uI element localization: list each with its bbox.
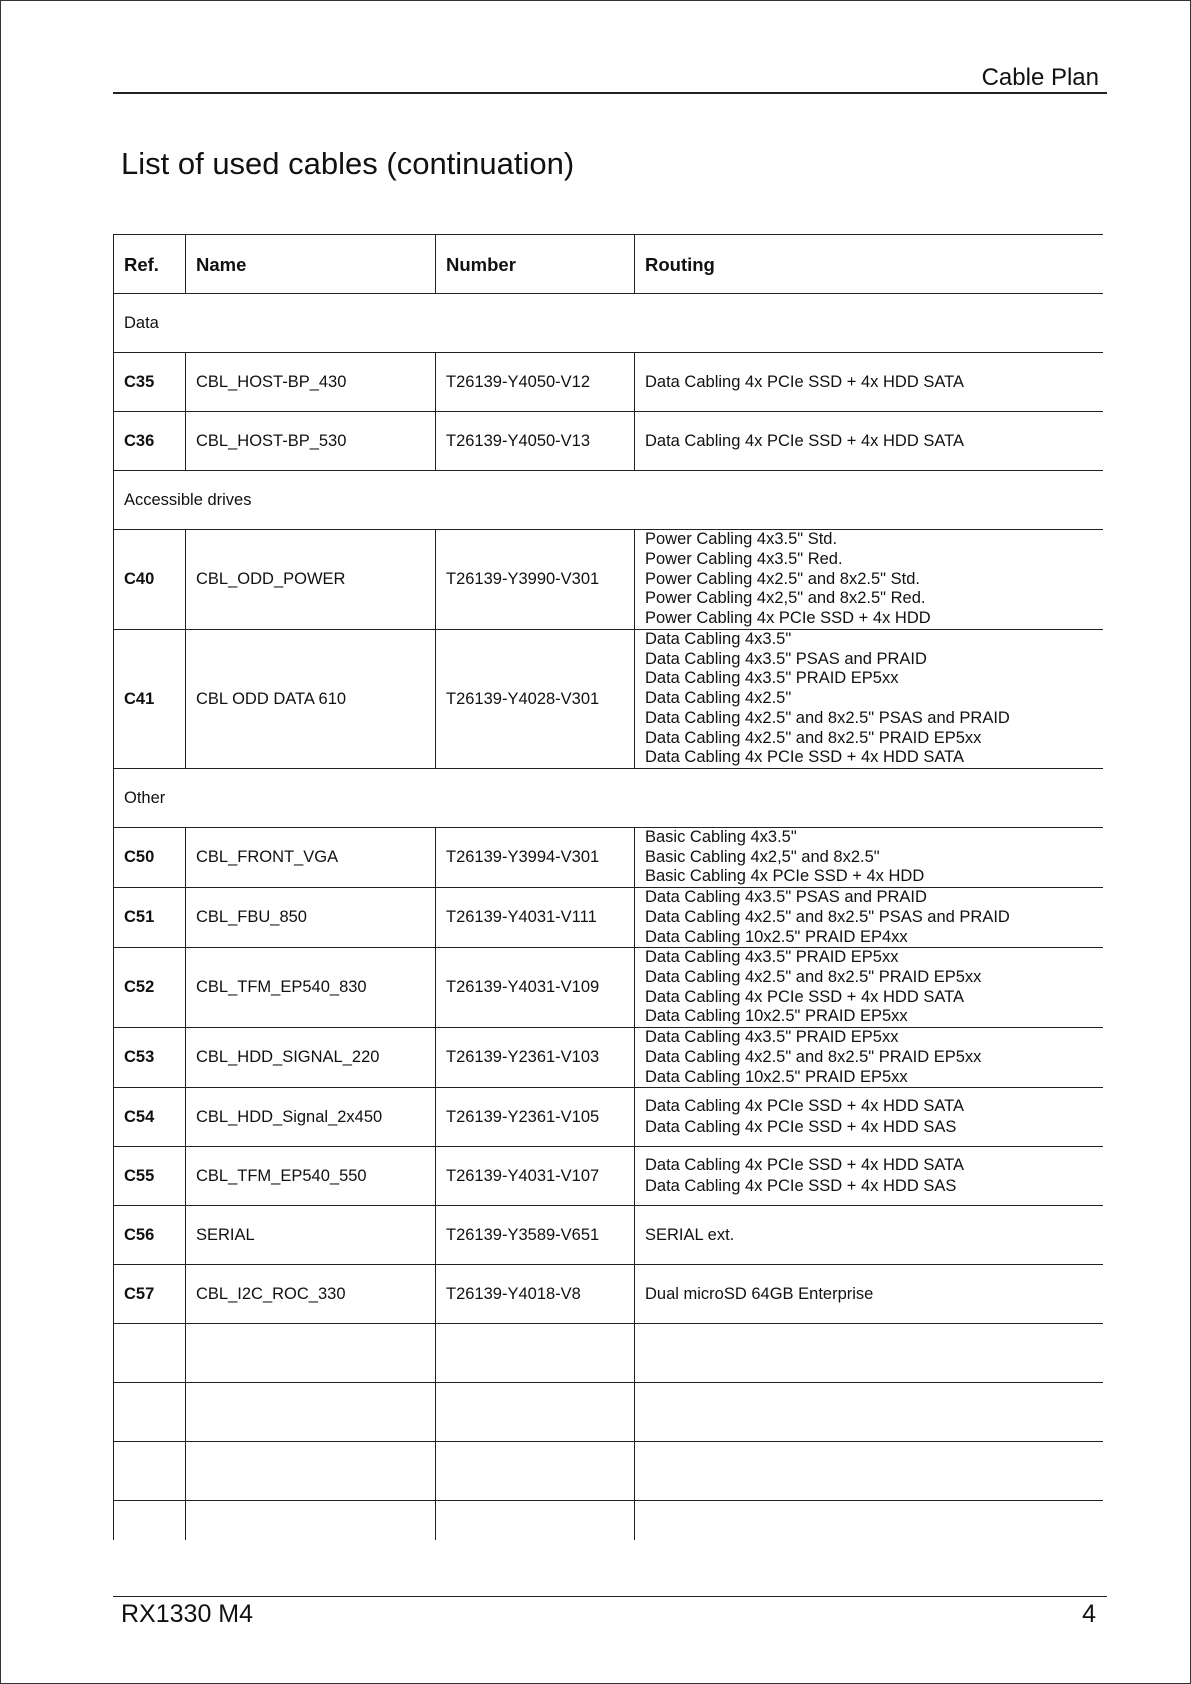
routing-line: Data Cabling 4x PCIe SSD + 4x HDD SATA [645, 1156, 964, 1175]
empty-cell [186, 1501, 436, 1540]
empty-cell [436, 1383, 635, 1442]
cable-name: CBL ODD DATA 610 [186, 630, 436, 769]
section-label: Data [114, 294, 1104, 353]
routing-line: Data Cabling 4x PCIe SSD + 4x HDD SATA [645, 987, 964, 1006]
section-row [114, 769, 1104, 828]
cable-ref: C41 [114, 630, 186, 769]
routing-line: Data Cabling 4x2.5" and 8x2.5" PSAS and PRAID [645, 708, 1010, 727]
cable-number: T26139-Y2361-V103 [436, 1028, 635, 1088]
header-divider [113, 92, 1107, 94]
cable-ref: C50 [114, 828, 186, 888]
cable-number: T26139-Y4031-V107 [436, 1147, 635, 1206]
cable-name: CBL_TFM_EP540_830 [186, 948, 436, 1028]
footer-model: RX1330 M4 [121, 1600, 254, 1628]
footer-divider [113, 1596, 1107, 1597]
cable-ref: C53 [114, 1028, 186, 1088]
page-number: 4 [1082, 1600, 1096, 1628]
page-title: List of used cables (continuation) [121, 146, 575, 181]
table-row [114, 630, 1104, 769]
routing-line: Data Cabling 10x2.5" PRAID EP5xx [645, 1007, 908, 1026]
cable-name: CBL_HDD_Signal_2x450 [186, 1088, 436, 1147]
empty-cell [114, 1383, 186, 1442]
table-row [114, 1028, 1104, 1088]
routing-line: Data Cabling 4x PCIe SSD + 4x HDD SATA [645, 372, 964, 391]
routing-line: Power Cabling 4x2.5" and 8x2.5" Std. [645, 569, 920, 588]
cable-number: T26139-Y4031-V111 [436, 888, 635, 948]
column-header-routing: Routing [635, 235, 1104, 294]
empty-cell [186, 1442, 436, 1501]
table-header-row [114, 235, 1104, 294]
cable-number: T26139-Y4028-V301 [436, 630, 635, 769]
cable-routing [635, 530, 1104, 630]
cable-routing [635, 1088, 1104, 1147]
routing-line: Power Cabling 4x3.5" Red. [645, 549, 843, 568]
cable-name: CBL_HOST-BP_430 [186, 353, 436, 412]
routing-line: Data Cabling 4x2.5" and 8x2.5" PSAS and PRAID [645, 907, 1010, 926]
routing-line: Power Cabling 4x3.5" Std. [645, 530, 838, 549]
cable-routing [635, 828, 1104, 888]
cable-name: CBL_FRONT_VGA [186, 828, 436, 888]
cable-ref: C51 [114, 888, 186, 948]
empty-cell [186, 1324, 436, 1383]
cable-routing [635, 353, 1104, 412]
table-row [114, 948, 1104, 1028]
cable-number: T26139-Y4050-V12 [436, 353, 635, 412]
routing-line: Data Cabling 4x PCIe SSD + 4x HDD SAS [645, 1118, 957, 1137]
table-row [114, 1265, 1104, 1324]
routing-line: Data Cabling 4x PCIe SSD + 4x HDD SATA [645, 1097, 964, 1116]
routing-line: Data Cabling 4x2.5" [645, 689, 792, 708]
cable-name: CBL_I2C_ROC_330 [186, 1265, 436, 1324]
table-row [114, 353, 1104, 412]
routing-line: Data Cabling 10x2.5" PRAID EP5xx [645, 1067, 908, 1086]
routing-line: Data Cabling 4x3.5" PSAS and PRAID [645, 888, 927, 907]
cable-table-container [113, 234, 1103, 1540]
empty-cell [114, 1324, 186, 1383]
cable-ref: C55 [114, 1147, 186, 1206]
empty-table-row [114, 1501, 1104, 1540]
table-row [114, 1088, 1104, 1147]
cable-table [113, 234, 1103, 1540]
routing-line: Basic Cabling 4x2,5" and 8x2.5" [645, 847, 880, 866]
cable-name: CBL_FBU_850 [186, 888, 436, 948]
table-row [114, 888, 1104, 948]
cable-ref: C57 [114, 1265, 186, 1324]
section-label: Other [114, 769, 1104, 828]
table-row [114, 1147, 1104, 1206]
empty-table-row [114, 1442, 1104, 1501]
routing-line: Data Cabling 4x2.5" and 8x2.5" PRAID EP5xx [645, 1047, 982, 1066]
cable-routing [635, 412, 1104, 471]
table-row [114, 828, 1104, 888]
empty-cell [635, 1442, 1104, 1501]
empty-cell [635, 1324, 1104, 1383]
section-row [114, 471, 1104, 530]
table-row [114, 1206, 1104, 1265]
routing-line: Data Cabling 4x3.5" PRAID EP5xx [645, 1028, 899, 1047]
empty-cell [635, 1383, 1104, 1442]
empty-cell [635, 1501, 1104, 1540]
routing-line: Data Cabling 4x PCIe SSD + 4x HDD SAS [645, 1177, 957, 1196]
routing-line: Data Cabling 4x3.5" PRAID EP5xx [645, 669, 899, 688]
cable-number: T26139-Y3990-V301 [436, 530, 635, 630]
table-row [114, 530, 1104, 630]
routing-line: SERIAL ext. [645, 1225, 735, 1244]
routing-line: Data Cabling 10x2.5" PRAID EP4xx [645, 927, 908, 946]
cable-number: T26139-Y3589-V651 [436, 1206, 635, 1265]
column-header-ref: Ref. [114, 235, 186, 294]
routing-line: Power Cabling 4x2,5" and 8x2.5" Red. [645, 589, 926, 608]
routing-line: Data Cabling 4x3.5" PSAS and PRAID [645, 649, 927, 668]
cable-routing [635, 948, 1104, 1028]
empty-cell [436, 1442, 635, 1501]
cable-routing [635, 888, 1104, 948]
cable-number: T26139-Y2361-V105 [436, 1088, 635, 1147]
empty-cell [114, 1501, 186, 1540]
routing-line: Data Cabling 4x PCIe SSD + 4x HDD SATA [645, 748, 964, 767]
routing-line: Power Cabling 4x PCIe SSD + 4x HDD [645, 609, 931, 628]
empty-cell [114, 1442, 186, 1501]
cable-name: CBL_TFM_EP540_550 [186, 1147, 436, 1206]
cable-number: T26139-Y4031-V109 [436, 948, 635, 1028]
cable-ref: C36 [114, 412, 186, 471]
cable-ref: C54 [114, 1088, 186, 1147]
routing-line: Dual microSD 64GB Enterprise [645, 1284, 874, 1303]
cable-ref: C52 [114, 948, 186, 1028]
cable-number: T26139-Y4050-V13 [436, 412, 635, 471]
empty-table-row [114, 1383, 1104, 1442]
routing-line: Data Cabling 4x PCIe SSD + 4x HDD SATA [645, 431, 964, 450]
column-header-name: Name [186, 235, 436, 294]
cable-number: T26139-Y3994-V301 [436, 828, 635, 888]
routing-line: Data Cabling 4x2.5" and 8x2.5" PRAID EP5xx [645, 968, 982, 987]
column-header-number: Number [436, 235, 635, 294]
empty-table-row [114, 1324, 1104, 1383]
empty-cell [436, 1501, 635, 1540]
cable-ref: C40 [114, 530, 186, 630]
empty-cell [436, 1324, 635, 1383]
cable-ref: C35 [114, 353, 186, 412]
routing-line: Data Cabling 4x3.5" [645, 630, 792, 649]
cable-name: CBL_ODD_POWER [186, 530, 436, 630]
cable-routing [635, 1206, 1104, 1265]
cable-table-body [114, 294, 1104, 1541]
cable-routing [635, 1265, 1104, 1324]
cable-routing [635, 630, 1104, 769]
cable-ref: C56 [114, 1206, 186, 1265]
section-row [114, 294, 1104, 353]
cable-name: CBL_HOST-BP_530 [186, 412, 436, 471]
empty-cell [186, 1383, 436, 1442]
cable-routing [635, 1028, 1104, 1088]
routing-line: Data Cabling 4x2.5" and 8x2.5" PRAID EP5xx [645, 728, 982, 747]
section-label: Accessible drives [114, 471, 1104, 530]
routing-line: Basic Cabling 4x PCIe SSD + 4x HDD [645, 867, 925, 886]
cable-number: T26139-Y4018-V8 [436, 1265, 635, 1324]
routing-line: Data Cabling 4x3.5" PRAID EP5xx [645, 948, 899, 967]
cable-name: CBL_HDD_SIGNAL_220 [186, 1028, 436, 1088]
cable-routing [635, 1147, 1104, 1206]
header-title: Cable Plan [981, 64, 1099, 91]
table-row [114, 412, 1104, 471]
routing-line: Basic Cabling 4x3.5" [645, 828, 797, 846]
cable-name: SERIAL [186, 1206, 436, 1265]
